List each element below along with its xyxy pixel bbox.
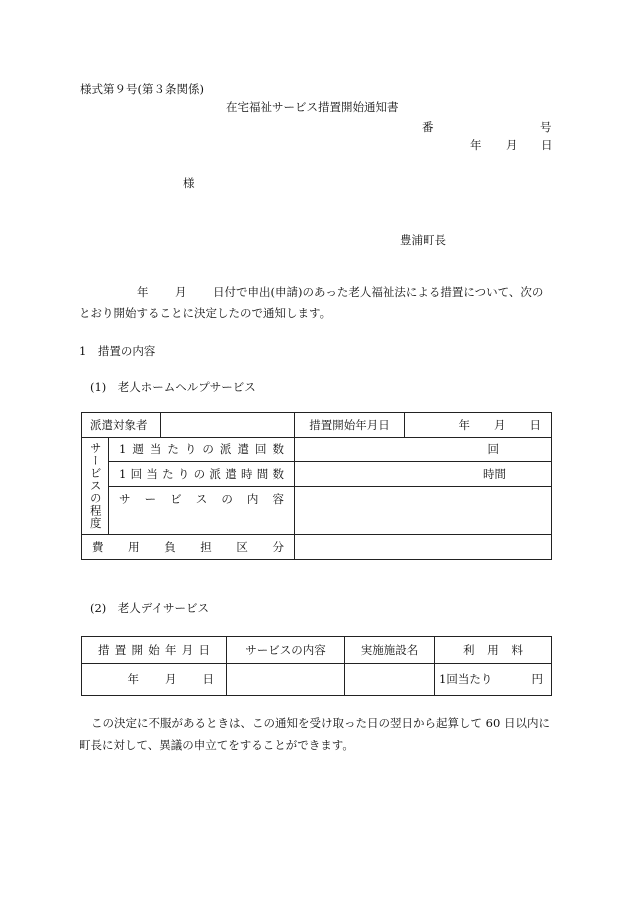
- h-fee: 利 用 料: [463, 642, 523, 657]
- h-fee-cell: [435, 637, 552, 664]
- h-content: サービスの内容: [227, 637, 345, 664]
- header-day: 日: [541, 138, 553, 152]
- content-label-cell: [109, 487, 295, 535]
- hours-value[interactable]: [295, 462, 552, 487]
- fee-cell[interactable]: [435, 664, 552, 696]
- weekly-unit: 回: [487, 442, 499, 457]
- target-label: 派遣対象者: [82, 413, 161, 438]
- content-label: サ ー ビ ス の 内 容: [119, 492, 284, 506]
- start-year: 年: [458, 417, 470, 432]
- intro-text-line2: とおり開始することに決定したので通知します。: [79, 306, 332, 320]
- cost-label-cell: [82, 535, 295, 560]
- intro-year: 年: [137, 285, 149, 299]
- start-date-label: 措置開始年月日: [295, 413, 405, 438]
- degree-label-cell: [82, 438, 109, 535]
- form-number: 様式第９号(第３条関係): [80, 82, 204, 96]
- hours-label-cell: [109, 462, 295, 487]
- intro-month: 月: [175, 285, 187, 299]
- start-day: 日: [529, 417, 541, 432]
- ds-year: 年: [127, 672, 139, 687]
- cost-label: 費 用 負 担 区 分: [92, 539, 284, 554]
- yen-unit: 円: [531, 672, 543, 687]
- addressee-suffix: 様: [183, 176, 195, 190]
- number-label-ban: 番: [422, 120, 434, 134]
- document-title: 在宅福祉サービス措置開始通知書: [226, 100, 399, 114]
- ds-day: 日: [202, 672, 214, 687]
- subsection-homehelp: (1) 老人ホームヘルプサービス: [90, 380, 256, 394]
- appeal-notice-line2: 町長に対して、異議の申立てをすることができます。: [79, 738, 354, 752]
- weekly-value[interactable]: [295, 438, 552, 462]
- per-time: 1回当たり: [439, 672, 493, 687]
- degree-label: サービスの程度: [88, 442, 103, 530]
- weekly-label-cell: [109, 438, 295, 462]
- header-month: 月: [506, 138, 518, 152]
- h-start: 措 置 開 始 年 月 日: [98, 642, 210, 657]
- hours-unit: 時間: [483, 466, 506, 481]
- weekly-label: 1 週 当 た り の 派 遣 回 数: [119, 442, 284, 457]
- section-heading: 1 措置の内容: [79, 344, 156, 358]
- start-date-value[interactable]: [405, 413, 552, 438]
- content-value[interactable]: [295, 487, 552, 535]
- content-cell[interactable]: [227, 664, 345, 696]
- intro-text: 日付で申出(申請)のあった老人福祉法による措置について、次の: [213, 285, 544, 299]
- homehelp-table: [81, 412, 552, 560]
- facility-cell[interactable]: [345, 664, 435, 696]
- hours-label: 1 回 当 た り の 派 遣 時 間 数: [119, 466, 284, 481]
- target-value[interactable]: [161, 413, 295, 438]
- h-facility: 実施施設名: [345, 637, 435, 664]
- subsection-dayservice: (2) 老人デイサービス: [90, 601, 209, 615]
- header-year: 年: [470, 138, 482, 152]
- ds-month: 月: [165, 672, 177, 687]
- appeal-notice-line1: この決定に不服があるときは、この通知を受け取った日の翌日から起算して 60 日以内に: [91, 716, 550, 730]
- issuer: 豊浦町長: [400, 233, 446, 247]
- dayservice-table: [81, 636, 552, 696]
- start-month: 月: [494, 417, 506, 432]
- cost-value[interactable]: [295, 535, 552, 560]
- h-start-cell: [82, 637, 227, 664]
- number-label-go: 号: [540, 120, 552, 134]
- start-date-cell[interactable]: [82, 664, 227, 696]
